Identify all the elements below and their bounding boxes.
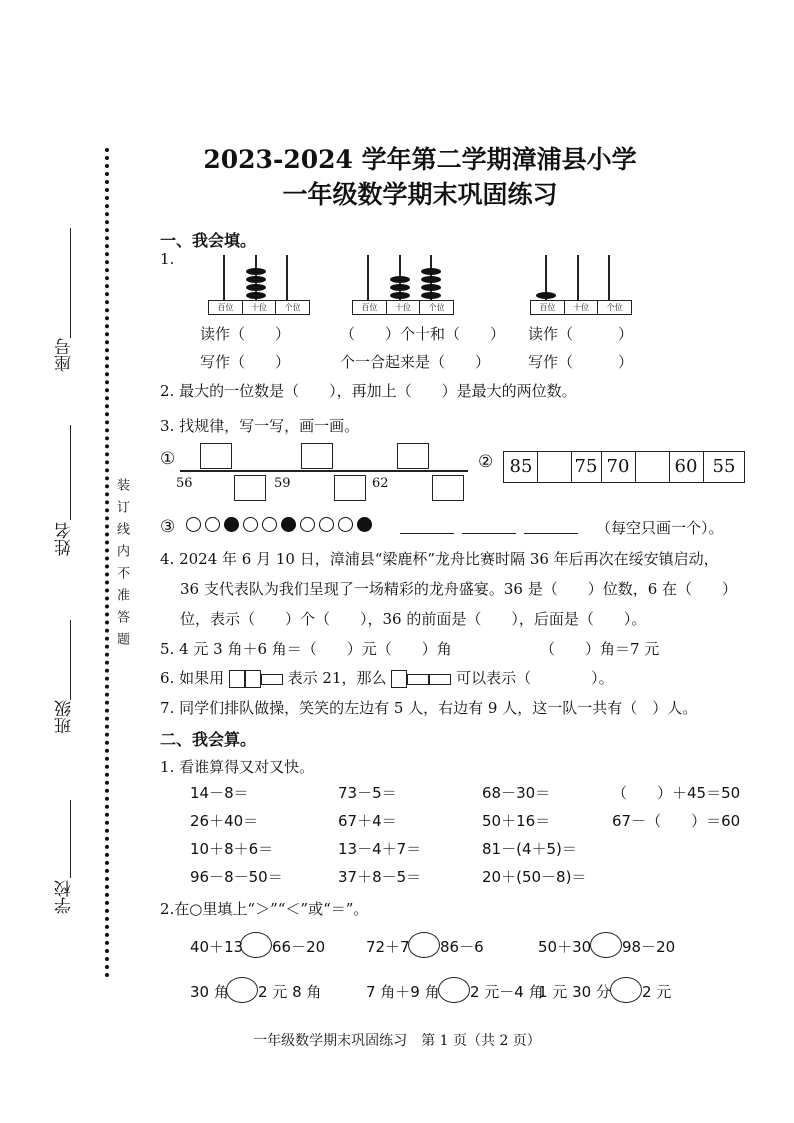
- calc-item[interactable]: 37＋8－5＝: [338, 868, 422, 886]
- q3-tick-59: 59: [274, 476, 291, 491]
- q1-number: 1.: [160, 250, 175, 268]
- abacus-bead: [421, 268, 441, 275]
- empty-circle: [338, 517, 353, 532]
- abacus-place-label: 个位: [284, 303, 301, 312]
- calc-item[interactable]: 96－8－50＝: [190, 868, 283, 886]
- compare-left: 1 元 30 分: [538, 983, 611, 1001]
- compare-left: 7 角＋9 角: [366, 983, 440, 1001]
- abacus-bead: [246, 284, 266, 291]
- seal-notice: 装订线内不准答题: [114, 478, 129, 654]
- abacus-bead: [390, 284, 410, 291]
- q3-part3-mark: ③: [160, 517, 176, 537]
- q3-answer-blank-2[interactable]: [462, 533, 516, 534]
- calc-item[interactable]: 50＋16＝: [482, 812, 551, 830]
- q6-rect-b1: [391, 670, 407, 688]
- abacus-bead: [421, 292, 441, 299]
- abacus-place-label: 个位: [606, 303, 623, 312]
- sequence-value: 55: [712, 456, 736, 477]
- q4-line3: 位，表示（ ）个（ ），36 的前面是（ ），后面是（ ）。: [180, 610, 647, 628]
- q6-rect-a2: [245, 670, 261, 688]
- calc-item[interactable]: 14－8＝: [190, 784, 249, 802]
- q3-answer-blank-3[interactable]: [524, 533, 578, 534]
- q5-part-a: 5. 4 元 3 角＋6 角＝（ ）元（ ）角: [160, 640, 452, 658]
- compare-right: 2 元－4 角: [470, 983, 544, 1001]
- q6-rect-a3: [261, 674, 283, 685]
- compare-answer-oval[interactable]: [590, 932, 622, 958]
- empty-circle: [186, 517, 201, 532]
- q4-line1: 4. 2024 年 6 月 10 日，漳浦县“梁鹿杯”龙舟比赛时隔 36 年后再次在绥安镇启动，: [160, 550, 719, 568]
- compare-left: 72＋7: [366, 938, 410, 956]
- abacus-bead: [390, 292, 410, 299]
- abacus-rod: [577, 255, 579, 301]
- abacus-bead: [536, 292, 556, 299]
- q6-rect-b3: [429, 674, 451, 685]
- q6-prefix: 6. 如果用: [160, 669, 225, 687]
- q2-text: 2. 最大的一位数是（ ），再加上（ ）是最大的两位数。: [160, 382, 577, 400]
- sequence-value: 85: [505, 452, 538, 482]
- sequence-blank[interactable]: [635, 452, 670, 482]
- q1-combined: 个一合起来是（ ）: [340, 353, 491, 371]
- abacus-rod: [286, 255, 288, 301]
- calc-item[interactable]: 73－5＝: [338, 784, 397, 802]
- compare-right: 66－20: [272, 938, 326, 956]
- abacus-base: [530, 300, 632, 315]
- calc-item[interactable]: 67＋4＝: [338, 812, 397, 830]
- q6-mid: 表示 21，那么: [287, 669, 387, 687]
- q3-part3-note: （每空只画一个）。: [596, 519, 724, 537]
- q1-read-right: 读作（ ）: [528, 325, 634, 343]
- q6-rect-b2: [407, 674, 429, 685]
- abacus-place-label: 百位: [531, 301, 565, 314]
- school-label: 学校: [55, 880, 75, 914]
- empty-circle: [319, 517, 334, 532]
- abacus-bead: [390, 276, 410, 283]
- calc-item[interactable]: 81－(4＋5)＝: [482, 840, 577, 858]
- empty-circle: [300, 517, 315, 532]
- q3-answer-blank-1[interactable]: [400, 533, 454, 534]
- filled-circle: [357, 517, 372, 532]
- q6-rect-a1: [229, 670, 245, 688]
- section2-heading: 二、我会算。: [160, 730, 257, 749]
- q1-read-left: 读作（ ）: [200, 325, 291, 343]
- q3-number-line: [180, 470, 468, 472]
- calc-item[interactable]: 68－30＝: [482, 784, 551, 802]
- q6-line: [160, 667, 614, 688]
- q5-part-b: （ ）角＝7 元: [540, 640, 660, 658]
- compare-answer-oval[interactable]: [240, 932, 272, 958]
- q3-part2-mark: ②: [478, 452, 494, 472]
- q1-write-right: 写作（ ）: [528, 353, 634, 371]
- compare-answer-oval[interactable]: [408, 932, 440, 958]
- empty-circle: [243, 517, 258, 532]
- section1-heading: 一、我会填。: [160, 231, 257, 250]
- abacus-place-label: 十位: [565, 301, 599, 314]
- q1-write-left: 写作（ ）: [200, 353, 291, 371]
- compare-answer-oval[interactable]: [438, 977, 470, 1003]
- sequence-blank[interactable]: [537, 452, 572, 482]
- q3-part1-mark: ①: [160, 449, 176, 469]
- seat-line: [70, 228, 71, 338]
- school-line: [70, 800, 71, 878]
- calc-item[interactable]: 10＋8＋6＝: [190, 840, 274, 858]
- q7-text: 7. 同学们排队做操，笑笑的左边有 5 人，右边有 9 人，这一队一共有（ ）人。: [160, 699, 698, 717]
- filled-circle: [224, 517, 239, 532]
- name-line: [70, 425, 71, 520]
- abacus-place-label: 十位: [387, 301, 421, 314]
- q3-box-bottom-3[interactable]: [432, 475, 464, 501]
- abacus-place-label: 百位: [209, 301, 243, 314]
- q3-tick-56: 56: [176, 476, 193, 491]
- abacus-bead: [246, 292, 266, 299]
- calc-item[interactable]: （ ）＋45＝50: [612, 784, 741, 802]
- abacus-base: [208, 300, 310, 315]
- compare-left: 50＋30: [538, 938, 592, 956]
- calc-item[interactable]: 26＋40＝: [190, 812, 259, 830]
- name-label: 姓名: [55, 522, 75, 556]
- q3-text: 3. 找规律，写一写，画一画。: [160, 417, 360, 435]
- q3-tick-62: 62: [372, 476, 389, 491]
- q6-suffix: 可以表示（ ）。: [456, 669, 614, 687]
- q3-box-bottom-2[interactable]: [334, 475, 366, 501]
- s2-q1-title: 1. 看谁算得又对又快。: [160, 758, 315, 776]
- compare-right: 2 元: [642, 983, 672, 1001]
- abacus-bead: [246, 276, 266, 283]
- q3-box-top-1[interactable]: [200, 443, 232, 469]
- compare-answer-oval[interactable]: [226, 977, 258, 1003]
- q4-line2: 36 支代表队为我们呈现了一场精彩的龙舟盛宴。36 是（ ）位数，6 在（ ）: [180, 580, 738, 598]
- compare-right: 98－20: [622, 938, 676, 956]
- filled-circle: [281, 517, 296, 532]
- abacus-rod: [608, 255, 610, 301]
- sequence-value: 60: [669, 452, 704, 482]
- exam-subtitle: 一年级数学期末巩固练习: [282, 180, 558, 209]
- exam-title: 2023-2024 学年第二学期漳浦县小学: [203, 145, 637, 174]
- empty-circle: [205, 517, 220, 532]
- calc-item[interactable]: 20＋(50－8)＝: [482, 868, 587, 886]
- q3-box-bottom-1[interactable]: [234, 475, 266, 501]
- page-footer: 一年级数学期末巩固练习 第 1 页（共 2 页）: [253, 1033, 541, 1049]
- s2-q2-title: 2.在○里填上“＞”“＜”或“＝”。: [160, 900, 369, 918]
- abacus-place-label: 个位: [428, 303, 445, 312]
- q3-box-top-3[interactable]: [397, 443, 429, 469]
- class-line: [70, 620, 71, 700]
- abacus-bead: [421, 276, 441, 283]
- sequence-value: 75: [571, 452, 602, 482]
- binding-dotted-line: [105, 148, 109, 978]
- abacus-bead: [246, 268, 266, 275]
- sequence-value: 70: [601, 452, 636, 482]
- abacus-base: [352, 300, 454, 315]
- empty-circle: [262, 517, 277, 532]
- seat-label: 座号: [55, 338, 75, 372]
- abacus-rod: [367, 255, 369, 301]
- class-label: 班级: [55, 700, 75, 734]
- calc-item[interactable]: 13－4＋7＝: [338, 840, 422, 858]
- calc-item[interactable]: 67－（ ）＝60: [612, 812, 741, 830]
- compare-answer-oval[interactable]: [610, 977, 642, 1003]
- abacus-place-label: 十位: [243, 301, 277, 314]
- abacus-place-label: 百位: [353, 301, 387, 314]
- abacus-rod: [223, 255, 225, 301]
- q1-tens-ones: （ ）个十和（ ）: [340, 325, 506, 343]
- compare-right: 2 元 8 角: [258, 983, 322, 1001]
- compare-left: 40＋13: [190, 938, 244, 956]
- compare-left: 30 角: [190, 983, 229, 1001]
- q3-box-top-2[interactable]: [301, 443, 333, 469]
- compare-right: 86－6: [440, 938, 484, 956]
- abacus-bead: [421, 284, 441, 291]
